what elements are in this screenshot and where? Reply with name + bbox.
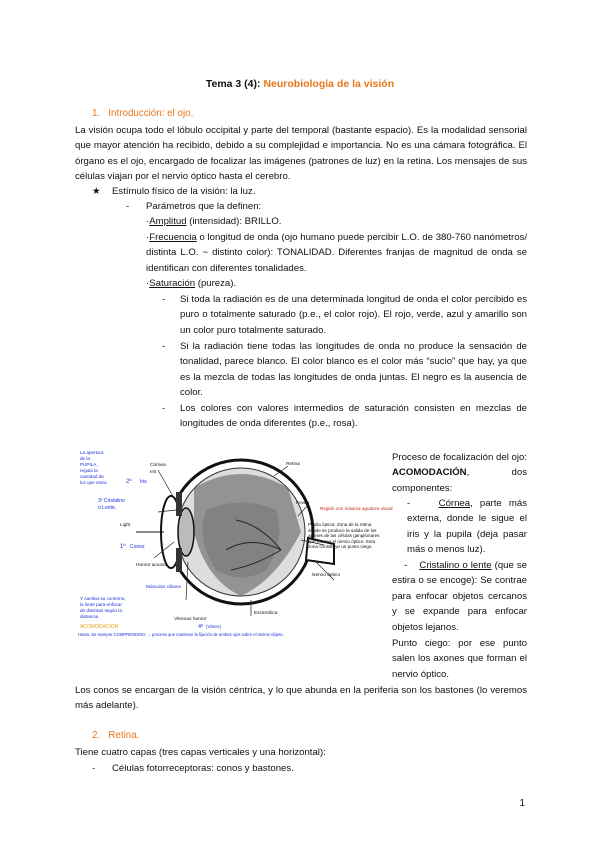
- dash-bullet: -: [126, 201, 130, 212]
- eye-figure: [76, 440, 393, 665]
- note-cuarto-label: (Vitreo): [206, 624, 221, 629]
- intro-paragraph: La visión ocupa todo el lóbulo occipital y parte del temporal (bastante espacio). Es la modalidad sensorial que mayor atención ha recibido, debido a su complejidad e importancia. No es una cámara fotográfica. El órgano es el ojo, encargado de focalizar las imágenes (patrones de luz) en la retina. Los mensajes de sus células viajan por el nervio óptico hasta el cerebro.: [75, 125, 527, 183]
- note-cristalino-0: 3º Cristalino: [98, 498, 125, 504]
- amplitud-text: (intensidad): BRILLO.: [186, 216, 282, 227]
- title-prefix: Tema 3 (4):: [205, 78, 261, 90]
- note-musculos: Músculos ciliares: [146, 584, 181, 589]
- dash-bullet: -: [407, 498, 439, 509]
- note-pupila-1: de la: [80, 456, 90, 461]
- cornea-text: , parte más externa, donde le sigue el iris y la pupila (deja pasar más o menos luz).: [407, 498, 527, 556]
- frecuencia-text: o longitud de onda (ojo humano puede percibir L.O. de 380-760 nanómetros/ distinta L.O. ~ distinto color): TONALIDAD. Diferentes franjas de magnitud de onda se identifican con diferentes tonalidades.: [146, 232, 527, 274]
- eyeball-drawing: [136, 460, 334, 604]
- note-contorno-0: Y cambia su contorno,: [80, 596, 126, 601]
- note-iris: Iris: [140, 479, 147, 485]
- focal-intro-c: , dos componentes:: [392, 467, 527, 494]
- title-rest: Neurobiología de la visión: [263, 78, 395, 90]
- star-bullet: [92, 184, 101, 199]
- cornea-term: Córnea: [438, 498, 471, 509]
- note-pupila-4: cantidad de: [80, 474, 104, 479]
- label-iris: Iris: [150, 470, 157, 475]
- note-segundo: 2º: [126, 479, 132, 485]
- label-vitreous: Vitreous humor: [174, 617, 207, 622]
- retina-item-1: Células fotorreceptoras: conos y bastones.: [112, 763, 294, 774]
- note-cuarto: 4º: [198, 624, 204, 630]
- page-title: [0, 78, 600, 90]
- star-bullet-text: Estímulo físico de la visión: la luz.: [112, 186, 256, 197]
- label-esclerotica: Esclerótica: [254, 611, 278, 616]
- sat-item: Si la radiación tiene todas las longitudes de onda no produce la sensación de tonalidad, parece blanco. El color blanco es el color más “sucio” que hay, ya que es la mezcla de todas las longitudes de onda juntas. El negro es la ausencia de color.: [180, 341, 527, 399]
- label-cornea: Córnea: [150, 463, 166, 468]
- note-pupila-2: PUPILA,: [80, 462, 98, 467]
- dash-bullet: -: [162, 403, 166, 414]
- label-nervio: Nervio óptico: [312, 573, 340, 578]
- conos-paragraph: Los conos se encargan de la visión céntrica, y lo que abunda en la periferia son los bastones (lo veremos más adelante).: [75, 685, 527, 712]
- sat-item: Los colores con valores intermedios de saturación consisten en mezclas de longitudes de onda diferentes (p.e., rosa).: [180, 403, 527, 430]
- amplitud-line: ·Amplitud (intensidad): BRILLO.: [146, 216, 282, 227]
- amplitud-term: Amplitud: [149, 216, 187, 227]
- note-cristalino-1: o Lente,: [98, 505, 117, 511]
- frecuencia-term: Frecuencia: [149, 232, 197, 243]
- note-contorno-2: de distintas según la: [80, 608, 122, 613]
- cristalino-text: (que se estira o se encoge): Se contrae para enfocar objetos cercanos y se expande para enfocar objetos lejanos.: [392, 560, 527, 633]
- label-humor: Humor acuoso: [136, 563, 168, 568]
- sat-item: Si toda la radiación es de una determinada longitud de onda el color percibido es puro o totalmente saturado (p.e., el color rojo). El rojo, verde, azul y amarillo son un color puro totalmente saturado.: [180, 294, 527, 336]
- punto-ciego: Punto ciego: por ese punto salen los axones que forman el nervio óptico.: [392, 638, 527, 680]
- params-intro: Parámetros que la definen:: [146, 201, 262, 212]
- frecuencia-paragraph: ·Frecuencia o longitud de onda (ojo humano puede percibir L.O. de 380-760 nanómetros/ distinta L.O. ~ distinto color): TONALIDAD. Diferentes franjas de magnitud de onda se identifican con diferentes tonalidades.: [146, 232, 527, 274]
- saturacion-text: (pureza).: [195, 278, 237, 289]
- label-retina: Retina: [286, 462, 300, 467]
- cornea-item: [407, 496, 527, 558]
- dash-bullet: -: [162, 341, 166, 352]
- dash-bullet: -: [392, 560, 420, 571]
- label-fovea: Fovea: [296, 501, 310, 506]
- note-fovea: Región con máxima agudeza visual: [320, 506, 393, 511]
- note-foot: Hasta. Se siempre COMPRENDIDO → proceso que mantiene la fijación de ambos ojos sobre el mismo objeto.: [78, 632, 284, 637]
- section-2-heading: 2. Retina.: [92, 730, 140, 741]
- saturacion-term: Saturación: [149, 278, 196, 289]
- cristalino-term: Cristalino o lente: [419, 560, 492, 571]
- dash-bullet: -: [162, 294, 166, 305]
- note-papila: Papila óptica: Zona de la retina donde se produce la salida de los axones de las células ganglionares que forman el nervio óptico. Esta zona constituye un punto ciego.: [308, 522, 380, 550]
- saturacion-line: ·Saturación (pureza).: [146, 278, 237, 289]
- note-pupila-3: regula la: [80, 468, 98, 473]
- note-contorno-3: distancia: [80, 614, 99, 619]
- retina-intro: Tiene cuatro capas (tres capas verticales y una horizontal):: [75, 747, 326, 758]
- star-icon: ★: [92, 186, 101, 197]
- acomodacion-label: ACOMODACIÓN: [80, 624, 119, 630]
- note-primero: 1º: [120, 544, 126, 550]
- note-conos: Conos: [130, 544, 145, 550]
- note-pupila-5: luz que entra: [80, 480, 107, 485]
- dash-bullet: -: [92, 763, 96, 774]
- focal-intro-b: ACOMODACIÓN: [392, 467, 467, 479]
- section-1-heading: 1. Introducción: el ojo.: [92, 108, 194, 119]
- focal-intro-a: Proceso de focalización del ojo:: [392, 452, 527, 463]
- note-pupila-0: La apertura: [80, 450, 104, 455]
- focal-intro: [392, 450, 527, 496]
- label-light: Light: [120, 523, 131, 528]
- page-number: 1: [519, 798, 525, 809]
- cristalino-item: [392, 558, 527, 635]
- note-contorno-1: la lente para enfocar: [80, 602, 122, 607]
- eye-diagram: [76, 440, 393, 665]
